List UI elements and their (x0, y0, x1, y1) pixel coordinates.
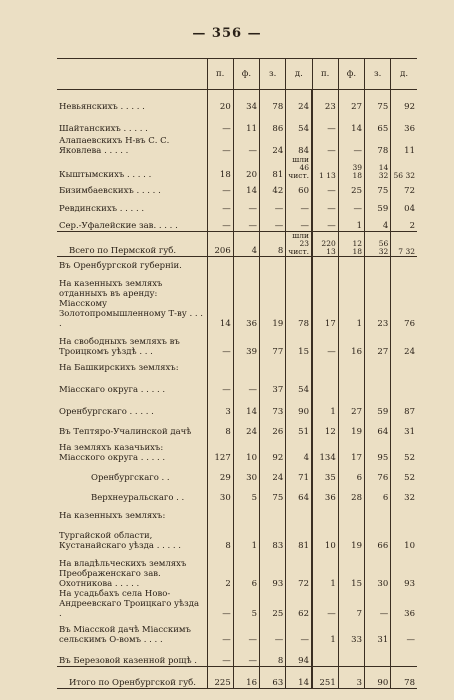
cell-value: — (312, 214, 338, 232)
cell-value: 8 (260, 232, 286, 257)
table-row (57, 271, 417, 299)
table-row (57, 357, 417, 373)
table-row (57, 232, 417, 257)
cell-value: 78 (260, 90, 286, 112)
cell-value: — (207, 589, 233, 619)
row-label: Оренбургскаго . . . . . (59, 406, 154, 417)
cell-value: 5 (233, 589, 259, 619)
row-label: Въ Мiасской дачѣ Мiасскимъ сельскимъ О-вомъ . . . . (59, 624, 191, 645)
cell-value: 1 (312, 619, 338, 645)
cell-value (312, 503, 338, 521)
cell-value: 37 (260, 373, 286, 395)
table-row (57, 329, 417, 357)
cell-value: — (233, 645, 259, 667)
cell-value (312, 271, 338, 299)
row-label: Въ Тептяро-Учалинской дачѣ (59, 426, 192, 437)
cell-value (312, 373, 338, 395)
cell-value: 31 (365, 619, 391, 645)
cell-value: 83 (260, 521, 286, 551)
cell-value: 30 (365, 551, 391, 589)
cell-value: 36 (233, 299, 259, 329)
column-header-4: д. (286, 59, 312, 90)
cell-value (365, 645, 391, 667)
cell-value: 76 (391, 299, 417, 329)
cell-value: — (207, 373, 233, 395)
cell-value: — (233, 134, 259, 156)
cell-value: 2 (207, 551, 233, 589)
cell-value: — (260, 196, 286, 214)
cell-value: 63 (260, 667, 286, 689)
table-header (57, 59, 417, 90)
cell-value: 10 (233, 437, 259, 463)
column-header-5: п. (312, 59, 338, 90)
cell-value: 4 (233, 232, 259, 257)
cell-value (338, 271, 364, 299)
cell-value: 14 (207, 299, 233, 329)
cell-value: 95 (365, 437, 391, 463)
cell-value: 77 (260, 329, 286, 357)
cell-value: — (260, 619, 286, 645)
cell-value: 90 (365, 667, 391, 689)
cell-value: 1 (338, 214, 364, 232)
row-label: Алапаевскихъ Н-въ С. С. Яковлева . . . . . (59, 135, 170, 156)
cell-value: — (260, 214, 286, 232)
cell-value (391, 645, 417, 667)
cell-value: 90 (286, 395, 312, 417)
cell-value (233, 271, 259, 299)
cell-value (391, 271, 417, 299)
column-header-8: д. (391, 59, 417, 90)
row-label: На казенныхъ земляхъ отданныхъ въ аренду: (59, 278, 163, 299)
cell-value: 225 (207, 667, 233, 689)
row-label: Тургайской области, Кустанайскаго уѣзда . . . . . (59, 530, 182, 551)
cell-value: — (207, 196, 233, 214)
cell-value: 134 (312, 437, 338, 463)
cell-value (233, 257, 259, 271)
cell-value: 1 (233, 521, 259, 551)
cell-value: — (391, 619, 417, 645)
row-label: Мiасскому Золотопромышленному Т-ву . . . . (59, 298, 203, 329)
cell-value: 04 (391, 196, 417, 214)
cell-value (286, 257, 312, 271)
cell-value (338, 503, 364, 521)
cell-value: 7 (338, 589, 364, 619)
cell-value: 4 (286, 437, 312, 463)
cell-value: 59 (365, 395, 391, 417)
cell-value: 206 (207, 232, 233, 257)
row-label: Въ Оренбургской губернiи. (59, 260, 182, 271)
cell-value (391, 373, 417, 395)
cell-value: 73 (260, 395, 286, 417)
cell-value: 3 (338, 667, 364, 689)
table-row (57, 417, 417, 437)
cell-value: 86 (260, 112, 286, 134)
cell-value: — (207, 329, 233, 357)
cell-value: 51 (286, 417, 312, 437)
cell-value: 65 (365, 112, 391, 134)
cell-value: 15 (338, 551, 364, 589)
cell-value (207, 257, 233, 271)
cell-value: — (286, 619, 312, 645)
cell-value: 54 (286, 112, 312, 134)
row-label: Въ Березовой казенной рощѣ . (59, 656, 197, 666)
cell-value (365, 373, 391, 395)
table-row (57, 90, 417, 112)
cell-value: 64 (365, 417, 391, 437)
cell-value: 93 (260, 551, 286, 589)
cell-value: 2 (391, 214, 417, 232)
cell-value: 6 (365, 483, 391, 503)
cell-value: 39 (233, 329, 259, 357)
cell-value: 25 (338, 180, 364, 196)
cell-value: — (312, 329, 338, 357)
cell-value: 24 (260, 463, 286, 483)
table-row (57, 645, 417, 667)
table-row (57, 299, 417, 329)
cell-value: 66 (365, 521, 391, 551)
cell-value: 72 (391, 180, 417, 196)
cell-value: 8 (207, 521, 233, 551)
cell-value: 34 (233, 90, 259, 112)
cell-value: — (207, 112, 233, 134)
cell-value: 71 (286, 463, 312, 483)
cell-value (260, 271, 286, 299)
cell-value: 54 (286, 373, 312, 395)
row-label: На земляхъ казачьихъ: Мiасского округа . . . . . (59, 442, 166, 463)
row-label: Сер.-Уфалейские зав. . . . . (59, 221, 178, 231)
cell-value: — (312, 180, 338, 196)
cell-value: 127 (207, 437, 233, 463)
cell-value: 59 (365, 196, 391, 214)
table-row (57, 503, 417, 521)
cell-value: 18 (207, 156, 233, 180)
cell-value: 32 (391, 483, 417, 503)
cell-value (312, 257, 338, 271)
cell-value: 16 (233, 667, 259, 689)
cell-value (207, 271, 233, 299)
cell-value (365, 357, 391, 373)
cell-value: 30 (233, 463, 259, 483)
cell-value: 29 (207, 463, 233, 483)
cell-value: 23 (365, 299, 391, 329)
row-label: На Башкирскихъ земляхъ: (59, 362, 179, 373)
cell-value: 56 32 (365, 232, 391, 257)
cell-value: 81 (286, 521, 312, 551)
cell-value: 14 (233, 180, 259, 196)
cell-value: 75 (260, 483, 286, 503)
cell-value: — (338, 134, 364, 156)
cell-value: — (233, 619, 259, 645)
cell-value: 24 (286, 90, 312, 112)
cell-value: шли 46 чист. (286, 156, 312, 180)
cell-value: 39 18 (338, 156, 364, 180)
cell-value: 60 (286, 180, 312, 196)
cell-value: 87 (391, 395, 417, 417)
cell-value (365, 257, 391, 271)
cell-value: шли 23 чист. (286, 232, 312, 257)
cell-value: 62 (286, 589, 312, 619)
cell-value: 64 (286, 483, 312, 503)
cell-value (207, 503, 233, 521)
cell-value: 27 (365, 329, 391, 357)
table-row (57, 619, 417, 645)
cell-value: 1 (338, 299, 364, 329)
cell-value (338, 373, 364, 395)
row-label: Всего по Пермской губ. (57, 232, 207, 257)
row-label: Итого по Оренбургской губ. (57, 667, 207, 689)
row-label: Мiасскаго округа . . . . . (59, 384, 166, 395)
gold-output-table (57, 58, 417, 689)
cell-value: 78 (286, 299, 312, 329)
table-row (57, 483, 417, 503)
cell-value: 52 (391, 463, 417, 483)
cell-value: 78 (391, 667, 417, 689)
cell-value: 42 (260, 180, 286, 196)
row-label: Оренбургскаго . . (91, 472, 170, 483)
cell-value: 19 (260, 299, 286, 329)
cell-value: 31 (391, 417, 417, 437)
page-number: — 356 — (192, 26, 262, 41)
table-row (57, 437, 417, 463)
cell-value: — (312, 134, 338, 156)
cell-value: 7 32 (391, 232, 417, 257)
column-header-3: з. (260, 59, 286, 90)
table-row (57, 551, 417, 589)
cell-value (338, 357, 364, 373)
cell-value: 81 (260, 156, 286, 180)
cell-value (260, 503, 286, 521)
cell-value: 92 (391, 90, 417, 112)
cell-value: 14 32 (365, 156, 391, 180)
cell-value: 94 (286, 645, 312, 667)
cell-value: 78 (365, 134, 391, 156)
cell-value (260, 357, 286, 373)
cell-value: 1 (312, 395, 338, 417)
row-label: Кыштымскихъ . . . . . (59, 169, 152, 180)
cell-value: 76 (365, 463, 391, 483)
cell-value: 84 (286, 134, 312, 156)
table-row (57, 521, 417, 551)
cell-value: 72 (286, 551, 312, 589)
cell-value: 19 (338, 417, 364, 437)
cell-value: — (233, 214, 259, 232)
cell-value: — (207, 180, 233, 196)
cell-value (286, 503, 312, 521)
cell-value: 25 (260, 589, 286, 619)
row-label: На усадьбахъ села Ново-Андреевскаго Троицкаго уѣзда . (59, 588, 200, 619)
cell-value: — (207, 134, 233, 156)
cell-value: 5 (233, 483, 259, 503)
row-label: Верхнеуральскаго . . (91, 492, 185, 503)
table-row (57, 667, 417, 689)
cell-value: 1 (312, 551, 338, 589)
column-header-2: ф. (233, 59, 259, 90)
cell-value: 24 (391, 329, 417, 357)
cell-value (260, 257, 286, 271)
cell-value (312, 357, 338, 373)
cell-value: — (286, 214, 312, 232)
table-row (57, 463, 417, 483)
cell-value: 12 18 (338, 232, 364, 257)
cell-value: 16 (338, 329, 364, 357)
cell-value (286, 357, 312, 373)
table-row (57, 257, 417, 271)
table-row (57, 214, 417, 232)
cell-value: 93 (391, 551, 417, 589)
cell-value (312, 645, 338, 667)
cell-value (391, 257, 417, 271)
cell-value: 33 (338, 619, 364, 645)
cell-value (233, 503, 259, 521)
cell-value: 92 (260, 437, 286, 463)
cell-value: — (338, 196, 364, 214)
table-row (57, 373, 417, 395)
cell-value: 14 (338, 112, 364, 134)
cell-value: 36 (312, 483, 338, 503)
cell-value: 20 (207, 90, 233, 112)
table-row (57, 134, 417, 156)
cell-value: 8 (260, 645, 286, 667)
cell-value (338, 257, 364, 271)
cell-value: — (233, 373, 259, 395)
row-label: На владѣльческихъ земляхъ Преображенскаго зав. Охотникова . . . . . (59, 558, 187, 589)
cell-value: 8 (207, 417, 233, 437)
row-label: На свободныхъ земляхъ въ Троицкомъ уѣздѣ . . . (59, 336, 180, 357)
cell-value: 28 (338, 483, 364, 503)
cell-value: 12 (312, 417, 338, 437)
cell-value: 15 (286, 329, 312, 357)
cell-value: 19 (338, 521, 364, 551)
cell-value (391, 357, 417, 373)
cell-value: 20 (233, 156, 259, 180)
cell-value: 23 (312, 90, 338, 112)
cell-value: 27 (338, 90, 364, 112)
column-header-6: ф. (338, 59, 364, 90)
header-blank (57, 59, 207, 90)
cell-value: 56 32 (391, 156, 417, 180)
cell-value: 26 (260, 417, 286, 437)
cell-value: 30 (207, 483, 233, 503)
cell-value: — (312, 112, 338, 134)
cell-value: — (312, 196, 338, 214)
cell-value (207, 357, 233, 373)
cell-value: 27 (338, 395, 364, 417)
cell-value: — (207, 214, 233, 232)
row-label: На казенныхъ земляхъ: (59, 510, 166, 521)
cell-value: 36 (391, 589, 417, 619)
cell-value: — (365, 589, 391, 619)
table-row (57, 180, 417, 196)
cell-value: — (233, 196, 259, 214)
cell-value: 11 (391, 134, 417, 156)
cell-value (338, 645, 364, 667)
cell-value: 36 (391, 112, 417, 134)
table-row (57, 196, 417, 214)
cell-value: 11 (233, 112, 259, 134)
row-label: Ревдинскихъ . . . . . (59, 203, 145, 214)
cell-value (365, 271, 391, 299)
cell-value: 24 (233, 417, 259, 437)
table-row (57, 589, 417, 619)
cell-value: 75 (365, 180, 391, 196)
cell-value (365, 503, 391, 521)
cell-value: 1 13 (312, 156, 338, 180)
cell-value: 17 (338, 437, 364, 463)
cell-value: 6 (233, 551, 259, 589)
cell-value: — (286, 196, 312, 214)
cell-value: 17 (312, 299, 338, 329)
cell-value: 75 (365, 90, 391, 112)
cell-value: 14 (233, 395, 259, 417)
cell-value: 52 (391, 437, 417, 463)
cell-value: — (207, 645, 233, 667)
column-header-1: п. (207, 59, 233, 90)
cell-value: 10 (312, 521, 338, 551)
table-row (57, 395, 417, 417)
cell-value: 251 (312, 667, 338, 689)
cell-value (286, 271, 312, 299)
table-row (57, 112, 417, 134)
cell-value: 10 (391, 521, 417, 551)
cell-value: 220 13 (312, 232, 338, 257)
cell-value: — (207, 619, 233, 645)
row-label: Бизимбаевскихъ . . . . . (59, 185, 161, 196)
column-header-7: з. (365, 59, 391, 90)
cell-value: — (312, 589, 338, 619)
row-label: Невьянскихъ . . . . . (59, 101, 145, 112)
cell-value: 14 (286, 667, 312, 689)
cell-value: 6 (338, 463, 364, 483)
cell-value (391, 503, 417, 521)
row-label: Шайтанскихъ . . . . . (59, 123, 148, 134)
table-row (57, 156, 417, 180)
cell-value: 24 (260, 134, 286, 156)
cell-value (233, 357, 259, 373)
cell-value: 35 (312, 463, 338, 483)
cell-value: 4 (365, 214, 391, 232)
cell-value: 3 (207, 395, 233, 417)
